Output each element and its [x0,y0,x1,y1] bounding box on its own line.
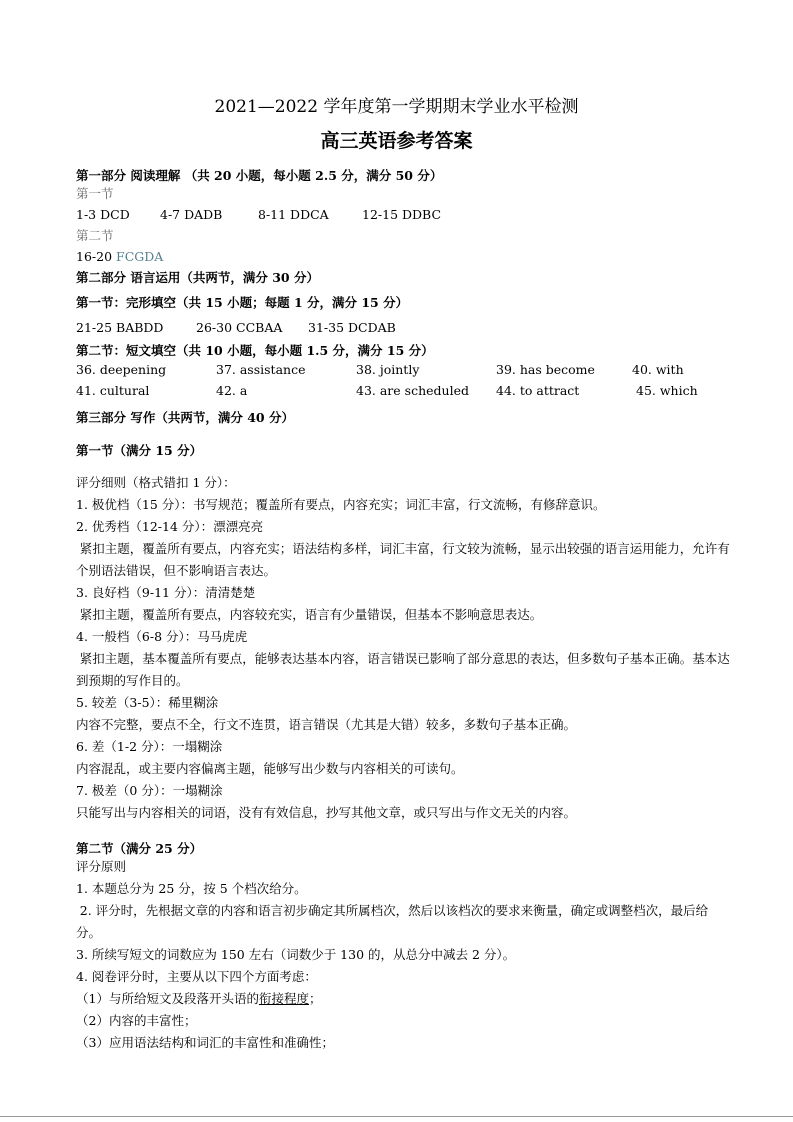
part3-sec2-heading: 第二节（满分 25 分） [76,841,203,856]
answer-item: 40. with [632,362,684,377]
document-title: 2021—2022 学年度第一学期期末学业水平检测 [214,97,579,117]
scoring-line: 紧扣主题，覆盖所有要点，内容较充实，语言有少量错误，但基本不影响意思表达。 [79,607,543,622]
answer-group: 12-15 DDBC [362,207,442,222]
answer-item: 41. cultural [76,383,150,398]
part2-sec1-heading: 第一节：完形填空（共 15 小题；每题 1 分，满分 15 分） [76,295,409,310]
part2-sec2-heading: 第二节：短文填空（共 10 小题，每小题 1.5 分，满分 15 分） [76,343,434,358]
answer-item: 44. to attract [496,383,580,398]
answer-item: 36. deepening [76,362,167,377]
part3-sec1-body [76,472,731,824]
principle-line: 评分原则 [76,859,127,874]
principle-line: （2）内容的丰富性； [76,1013,197,1028]
answer-item: 39. has become [496,362,595,377]
part3-sec2-body [76,856,731,1054]
part1-sec1-label: 第一节 [76,186,114,201]
part2-heading: 第二部分 语言运用（共两节，满分 30 分） [76,270,319,285]
principle-text: （1）与所给短文及段落开头语的 [76,991,259,1006]
underlined-term: 衔接程度 [258,991,309,1006]
scoring-line: 4. 一般档（6-8 分）：马马虎虎 [76,629,248,644]
answer-group: 4-7 DADB [160,207,223,222]
scoring-line: 只能写出与内容相关的词语，没有有效信息，抄写其他文章，或只写出与作文无关的内容。 [76,805,577,820]
scoring-line: 7. 极差（0 分）：一塌糊涂 [76,783,223,798]
principle-line: 4. 阅卷评分时，主要从以下四个方面考虑： [76,969,317,984]
principle-line: 3. 所续写短文的词数应为 150 左右（词数少于 130 的，从总分中减去 2 分）。 [76,947,516,962]
page-bottom-rule [0,1116,793,1117]
principle-line [76,988,731,1010]
document-subtitle: 高三英语参考答案 [320,130,473,152]
scoring-line: 紧扣主题，覆盖所有要点，内容充实；语法结构多样，词汇丰富，行文较为流畅，显示出较强的语言运用能力，允许有个别语法错误，但不影响语言表达。 [76,541,730,578]
answer-item: 38. jointly [356,362,420,377]
answer-group: 1-3 DCD [76,207,130,222]
part1-heading: 第一部分 阅读理解 （共 20 小题，每小题 2.5 分，满分 50 分） [76,168,443,183]
principle-line: 2. 评分时，先根据文章的内容和语言初步确定其所属档次，然后以该档次的要求来衡量，确定或调整档次，最后给分。 [76,903,709,940]
answer-group: 31-35 DCDAB [308,320,396,335]
answer-group: 26-30 CCBAA [196,320,283,335]
answer-group: 8-11 DDCA [258,207,329,222]
part1-sec2-answers [76,249,163,265]
answer-item: 37. assistance [216,362,306,377]
scoring-line: 1. 极优档（15 分）：书写规范；覆盖所有要点，内容充实；词汇丰富，行文流畅，有修辞意识。 [76,497,606,512]
answer-item: 45. which [636,383,698,398]
answer-group: 21-25 BABDD [76,320,164,335]
principle-text: ； [308,991,322,1006]
scoring-line: 5. 较差（3-5）：稀里糊涂 [76,695,219,710]
scoring-line: 内容不完整，要点不全，行文不连贯，语言错误（尤其是大错）较多，多数句子基本正确。 [76,717,577,732]
answer-letters: FCGDA [116,249,164,264]
scoring-line: 评分细则（格式错扣 1 分）： [76,475,236,490]
scoring-line: 3. 良好档（9-11 分）：清清楚楚 [76,585,256,600]
scoring-line: 内容混乱，或主要内容偏离主题，能够写出少数与内容相关的可读句。 [76,761,464,776]
part1-sec2-label: 第二节 [76,228,114,243]
principle-line: 1. 本题总分为 25 分，按 5 个档次给分。 [76,881,307,896]
answer-item: 42. a [216,383,248,398]
answer-range: 16-20 [76,249,117,264]
scoring-line: 紧扣主题，基本覆盖所有要点，能够表达基本内容，语言错误已影响了部分意思的表达，但多数句子基本正确。基本达到预期的写作目的。 [76,651,730,688]
scoring-line: 6. 差（1-2 分）：一塌糊涂 [76,739,223,754]
part3-heading: 第三部分 写作（共两节，满分 40 分） [76,410,294,425]
answer-item: 43. are scheduled [356,383,469,398]
principle-line: （3）应用语法结构和词汇的丰富性和准确性； [76,1035,334,1050]
part3-sec1-heading: 第一节（满分 15 分） [76,443,203,458]
scoring-line: 2. 优秀档（12-14 分）：漂漂亮亮 [76,519,264,534]
